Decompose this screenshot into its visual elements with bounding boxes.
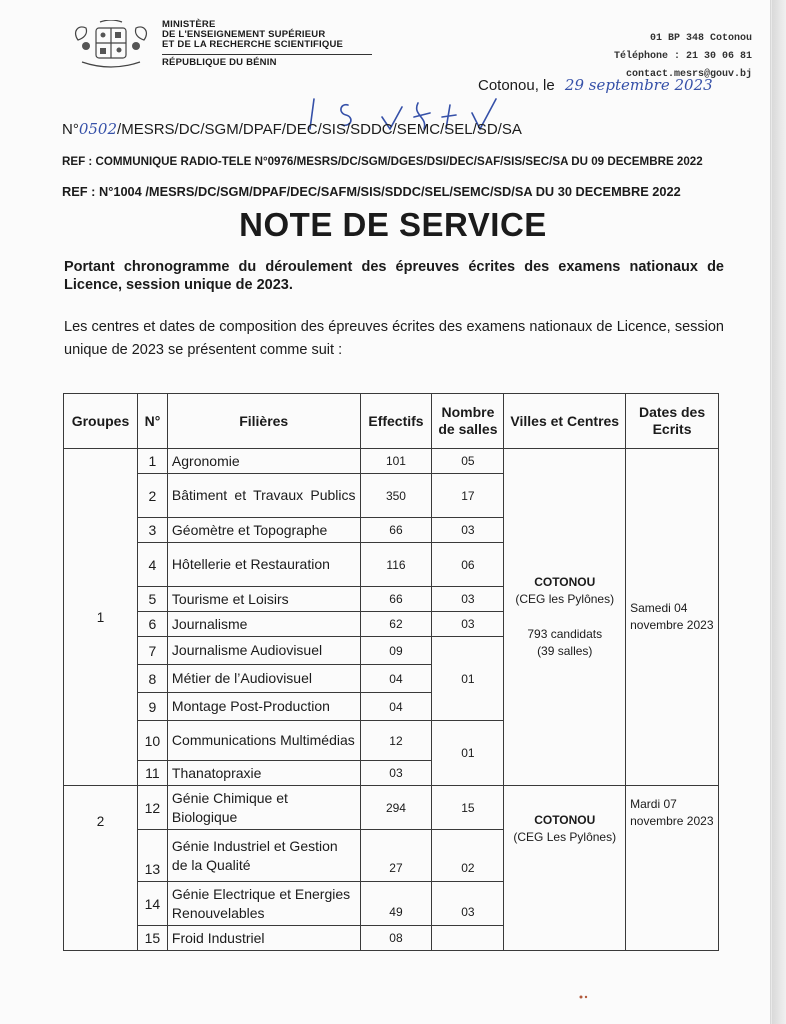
row-filiere: Génie Chimique et Biologique bbox=[167, 786, 360, 830]
row-effectif: 294 bbox=[360, 786, 432, 830]
row-salles: 05 bbox=[432, 449, 504, 474]
row-filiere: Géomètre et Topographe bbox=[167, 518, 360, 543]
row-filiere: Journalisme Audiovisuel bbox=[167, 637, 360, 665]
ministry-header bbox=[162, 20, 372, 68]
row-effectif: 08 bbox=[360, 926, 432, 951]
reference-line-1: REF : COMMUNIQUE RADIO-TELE N°0976/MESRS/DC/SGM/DGES/DSI/DEC/SAF/SIS/SEC/SA DU 09 DECEMBRE 2022 bbox=[62, 155, 703, 168]
row-number: 6 bbox=[137, 612, 167, 637]
table-header-row bbox=[64, 394, 719, 449]
place-date-prefix: Cotonou, le bbox=[478, 77, 555, 94]
row-salles: 03 bbox=[432, 518, 504, 543]
place-date bbox=[478, 76, 713, 94]
row-effectif: 03 bbox=[360, 761, 432, 786]
row-filiere: Communications Multimédias bbox=[167, 721, 360, 761]
row-number: 12 bbox=[137, 786, 167, 830]
row-filiere: Tourisme et Loisirs bbox=[167, 587, 360, 612]
row-salles: 02 bbox=[432, 830, 504, 882]
row-number: 1 bbox=[137, 449, 167, 474]
row-effectif: 04 bbox=[360, 665, 432, 693]
republic-label: RÉPUBLIQUE DU BÉNIN bbox=[162, 57, 277, 68]
centre-name: (CEG les Pylônes) bbox=[515, 592, 615, 606]
header-filieres: Filières bbox=[167, 394, 360, 449]
row-salles: 15 bbox=[432, 786, 504, 830]
table-row bbox=[64, 786, 719, 830]
reference-line-2: REF : N°1004 /MESRS/DC/SGM/DPAF/DEC/SAFM/SIS/SDDC/SEL/SEMC/SD/SA DU 30 DECEMBRE 2022 bbox=[62, 184, 681, 199]
row-filiere: Hôtellerie et Restauration bbox=[167, 543, 360, 587]
header-groupes: Groupes bbox=[64, 394, 138, 449]
row-effectif: 116 bbox=[360, 543, 432, 587]
row-effectif: 350 bbox=[360, 474, 432, 518]
group-date: Mardi 07 novembre 2023 bbox=[626, 786, 719, 951]
row-salles: 17 bbox=[432, 474, 504, 518]
row-effectif: 09 bbox=[360, 637, 432, 665]
header-salles: Nombre de salles bbox=[432, 394, 504, 449]
row-salles: 03 bbox=[432, 882, 504, 926]
row-number: 9 bbox=[137, 693, 167, 721]
row-filiere: Agronomie bbox=[167, 449, 360, 474]
row-filiere: Métier de l’Audiovisuel bbox=[167, 665, 360, 693]
row-effectif: 12 bbox=[360, 721, 432, 761]
row-salles: 03 bbox=[432, 587, 504, 612]
row-salles: 01 bbox=[432, 637, 504, 721]
exam-schedule-table bbox=[63, 393, 719, 951]
header-divider bbox=[162, 54, 372, 55]
row-effectif: 66 bbox=[360, 518, 432, 543]
row-salles: 06 bbox=[432, 543, 504, 587]
ministry-line: DE L'ENSEIGNEMENT SUPÉRIEUR bbox=[162, 29, 326, 40]
candidates-total: 793 candidats bbox=[527, 627, 603, 641]
row-number: 13 bbox=[137, 830, 167, 882]
table-row bbox=[64, 449, 719, 474]
row-filiere: Thanatopraxie bbox=[167, 761, 360, 786]
row-salles bbox=[432, 926, 504, 951]
handwritten-reference-number: 0502 bbox=[78, 120, 118, 138]
reference-number bbox=[62, 120, 522, 138]
ministry-line: ET DE LA RECHERCHE SCIENTIFIQUE bbox=[162, 39, 344, 50]
row-salles: 03 bbox=[432, 612, 504, 637]
header-effectifs: Effectifs bbox=[360, 394, 432, 449]
row-effectif: 49 bbox=[360, 882, 432, 926]
city-name: COTONOU bbox=[534, 813, 596, 827]
contact-address: 01 BP 348 Cotonou bbox=[649, 33, 752, 44]
row-number: 8 bbox=[137, 665, 167, 693]
benin-coat-of-arms-icon bbox=[70, 20, 152, 72]
row-filiere: Bâtiment et Travaux Publics bbox=[167, 474, 360, 518]
row-filiere: Montage Post-Production bbox=[167, 693, 360, 721]
header-dates: Dates des Ecrits bbox=[626, 394, 719, 449]
row-number: 4 bbox=[137, 543, 167, 587]
row-number: 11 bbox=[137, 761, 167, 786]
ministry-line: MINISTÈRE bbox=[162, 19, 216, 30]
row-filiere: Froid Industriel bbox=[167, 926, 360, 951]
row-filiere: Génie Industriel et Gestion de la Qualité bbox=[167, 830, 360, 882]
document-object: Portant chronogramme du déroulement des épreuves écrites des examens nationaux de Licence, session unique de 2023. bbox=[64, 259, 724, 293]
row-number: 14 bbox=[137, 882, 167, 926]
group-date: Samedi 04 novembre 2023 bbox=[626, 449, 719, 786]
header-number: N° bbox=[137, 394, 167, 449]
rooms-total: (39 salles) bbox=[537, 644, 593, 658]
document-intro: Les centres et dates de composition des épreuves écrites des examens nationaux de Licence, session unique de 2023 se présentent comme suit : bbox=[64, 319, 724, 358]
group-city bbox=[504, 786, 626, 951]
row-number: 10 bbox=[137, 721, 167, 761]
row-number: 5 bbox=[137, 587, 167, 612]
group-label: 2 bbox=[64, 786, 138, 951]
row-filiere: Génie Electrique et Energies Renouvelables bbox=[167, 882, 360, 926]
row-effectif: 66 bbox=[360, 587, 432, 612]
centre-name: (CEG Les Pylônes) bbox=[513, 830, 617, 844]
reference-prefix: N° bbox=[62, 121, 79, 138]
row-number: 2 bbox=[137, 474, 167, 518]
handwritten-date: 29 septembre 2023 bbox=[564, 76, 713, 94]
page-edge-shadow bbox=[772, 0, 786, 1024]
city-name: COTONOU bbox=[534, 575, 596, 589]
group-city bbox=[504, 449, 626, 786]
row-effectif: 27 bbox=[360, 830, 432, 882]
contact-email: contact.mesrs@gouv.bj bbox=[625, 69, 752, 80]
row-number: 7 bbox=[137, 637, 167, 665]
group-label: 1 bbox=[64, 449, 138, 786]
row-number: 15 bbox=[137, 926, 167, 951]
row-number: 3 bbox=[137, 518, 167, 543]
row-effectif: 101 bbox=[360, 449, 432, 474]
row-effectif: 62 bbox=[360, 612, 432, 637]
document-title: NOTE DE SERVICE bbox=[239, 206, 547, 243]
ink-mark-icon bbox=[578, 994, 590, 1000]
header-villes: Villes et Centres bbox=[504, 394, 626, 449]
row-effectif: 04 bbox=[360, 693, 432, 721]
contact-phone: Téléphone : 21 30 06 81 bbox=[613, 51, 752, 62]
row-filiere: Journalisme bbox=[167, 612, 360, 637]
reference-code: /MESRS/DC/SGM/DPAF/DEC/SIS/SDDC/SEMC/SEL/SD/SA bbox=[117, 121, 522, 138]
row-salles: 01 bbox=[432, 721, 504, 786]
